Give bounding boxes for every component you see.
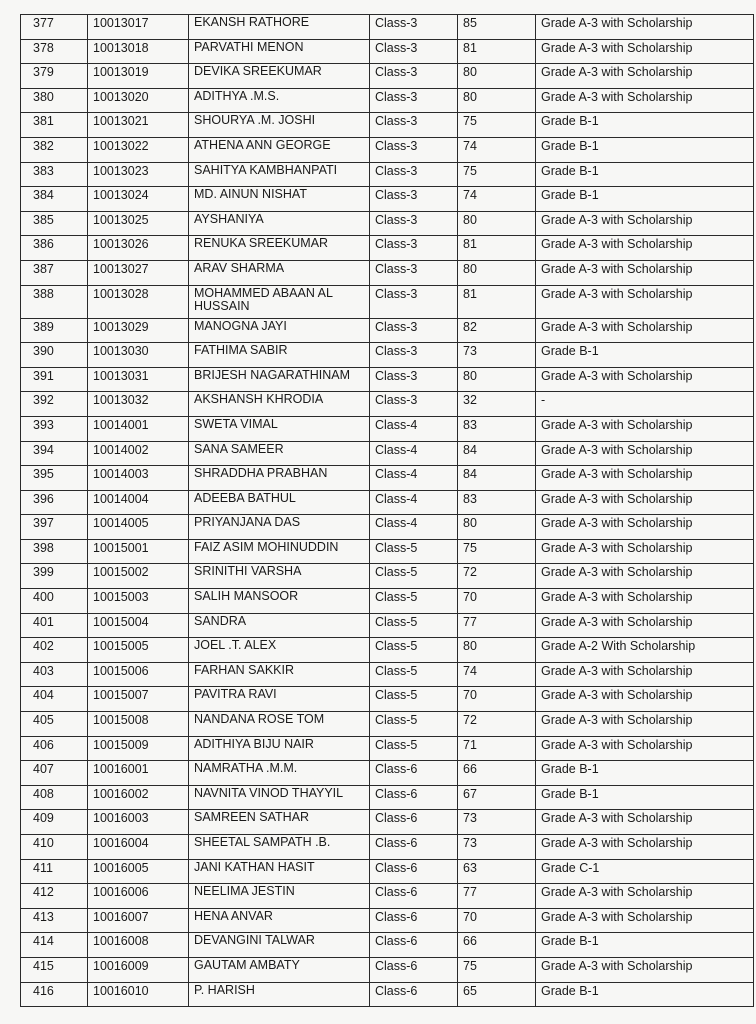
grade-cell: Grade A-3 with Scholarship (536, 884, 754, 909)
grade-cell: Grade A-3 with Scholarship (536, 687, 754, 712)
table-row (21, 564, 754, 589)
student-name-cell: SANDRA (189, 613, 370, 638)
grade-cell: Grade A-3 with Scholarship (536, 490, 754, 515)
serial-number-cell: 379 (21, 64, 88, 89)
serial-number-cell: 416 (21, 982, 88, 1007)
class-cell: Class-6 (370, 810, 458, 835)
grade-cell: Grade A-3 with Scholarship (536, 64, 754, 89)
class-cell: Class-4 (370, 416, 458, 441)
table-row (21, 113, 754, 138)
grade-cell: Grade B-1 (536, 982, 754, 1007)
student-name-cell: NAVNITA VINOD THAYYIL (189, 785, 370, 810)
serial-number-cell: 411 (21, 859, 88, 884)
serial-number-cell: 377 (21, 15, 88, 40)
marks-cell: 72 (458, 564, 536, 589)
student-name-cell: ADITHIYA BIJU NAIR (189, 736, 370, 761)
roll-number-cell: 10013032 (88, 392, 189, 417)
grade-cell: Grade A-2 With Scholarship (536, 638, 754, 663)
class-cell: Class-4 (370, 490, 458, 515)
student-name-cell: SAHITYA KAMBHANPATI (189, 162, 370, 187)
serial-number-cell: 398 (21, 539, 88, 564)
class-cell: Class-6 (370, 884, 458, 909)
class-cell: Class-6 (370, 859, 458, 884)
grade-cell: Grade A-3 with Scholarship (536, 835, 754, 860)
grade-cell: Grade A-3 with Scholarship (536, 15, 754, 40)
student-name-cell: MOHAMMED ABAAN AL HUSSAIN (189, 285, 370, 318)
roll-number-cell: 10016003 (88, 810, 189, 835)
class-cell: Class-5 (370, 687, 458, 712)
student-name-cell: ATHENA ANN GEORGE (189, 137, 370, 162)
roll-number-cell: 10015007 (88, 687, 189, 712)
roll-number-cell: 10015003 (88, 589, 189, 614)
class-cell: Class-3 (370, 367, 458, 392)
marks-cell: 75 (458, 162, 536, 187)
class-cell: Class-3 (370, 285, 458, 318)
student-name-cell: FARHAN SAKKIR (189, 662, 370, 687)
student-name-cell: JOEL .T. ALEX (189, 638, 370, 663)
class-cell: Class-5 (370, 712, 458, 737)
class-cell: Class-5 (370, 613, 458, 638)
table-row (21, 211, 754, 236)
serial-number-cell: 414 (21, 933, 88, 958)
roll-number-cell: 10013020 (88, 88, 189, 113)
class-cell: Class-5 (370, 564, 458, 589)
roll-number-cell: 10014002 (88, 441, 189, 466)
class-cell: Class-6 (370, 982, 458, 1007)
table-row (21, 64, 754, 89)
marks-cell: 32 (458, 392, 536, 417)
roll-number-cell: 10013024 (88, 187, 189, 212)
marks-cell: 66 (458, 761, 536, 786)
class-cell: Class-3 (370, 343, 458, 368)
table-row (21, 835, 754, 860)
class-cell: Class-5 (370, 736, 458, 761)
student-name-cell: SWETA VIMAL (189, 416, 370, 441)
marks-cell: 70 (458, 589, 536, 614)
marks-cell: 81 (458, 39, 536, 64)
roll-number-cell: 10016010 (88, 982, 189, 1007)
roll-number-cell: 10016008 (88, 933, 189, 958)
marks-cell: 74 (458, 187, 536, 212)
grade-cell: Grade A-3 with Scholarship (536, 39, 754, 64)
grade-cell: Grade A-3 with Scholarship (536, 367, 754, 392)
marks-cell: 65 (458, 982, 536, 1007)
marks-cell: 82 (458, 318, 536, 343)
marks-cell: 84 (458, 441, 536, 466)
grade-cell: Grade A-3 with Scholarship (536, 285, 754, 318)
roll-number-cell: 10015002 (88, 564, 189, 589)
roll-number-cell: 10013021 (88, 113, 189, 138)
marks-cell: 67 (458, 785, 536, 810)
marks-cell: 72 (458, 712, 536, 737)
roll-number-cell: 10015005 (88, 638, 189, 663)
grade-cell: Grade B-1 (536, 137, 754, 162)
serial-number-cell: 400 (21, 589, 88, 614)
student-name-cell: JANI KATHAN HASIT (189, 859, 370, 884)
results-table (20, 14, 754, 1007)
marks-cell: 80 (458, 638, 536, 663)
serial-number-cell: 384 (21, 187, 88, 212)
serial-number-cell: 393 (21, 416, 88, 441)
roll-number-cell: 10016007 (88, 908, 189, 933)
roll-number-cell: 10013026 (88, 236, 189, 261)
table-row (21, 712, 754, 737)
table-row (21, 367, 754, 392)
student-name-cell: EKANSH RATHORE (189, 15, 370, 40)
student-name-cell: ADEEBA BATHUL (189, 490, 370, 515)
class-cell: Class-6 (370, 835, 458, 860)
grade-cell: Grade A-3 with Scholarship (536, 515, 754, 540)
student-name-cell: NAMRATHA .M.M. (189, 761, 370, 786)
grade-cell: Grade A-3 with Scholarship (536, 416, 754, 441)
grade-cell: Grade A-3 with Scholarship (536, 88, 754, 113)
student-name-cell: NANDANA ROSE TOM (189, 712, 370, 737)
serial-number-cell: 404 (21, 687, 88, 712)
class-cell: Class-5 (370, 638, 458, 663)
results-table-body (21, 15, 754, 1007)
marks-cell: 74 (458, 662, 536, 687)
class-cell: Class-3 (370, 236, 458, 261)
class-cell: Class-3 (370, 39, 458, 64)
marks-cell: 81 (458, 285, 536, 318)
grade-cell: Grade A-3 with Scholarship (536, 589, 754, 614)
serial-number-cell: 407 (21, 761, 88, 786)
table-row (21, 957, 754, 982)
table-row (21, 416, 754, 441)
class-cell: Class-5 (370, 539, 458, 564)
serial-number-cell: 395 (21, 466, 88, 491)
grade-cell: Grade A-3 with Scholarship (536, 466, 754, 491)
marks-cell: 74 (458, 137, 536, 162)
roll-number-cell: 10016005 (88, 859, 189, 884)
student-name-cell: SHEETAL SAMPATH .B. (189, 835, 370, 860)
grade-cell: Grade A-3 with Scholarship (536, 662, 754, 687)
marks-cell: 75 (458, 113, 536, 138)
class-cell: Class-3 (370, 15, 458, 40)
marks-cell: 80 (458, 88, 536, 113)
marks-cell: 84 (458, 466, 536, 491)
table-row (21, 260, 754, 285)
grade-cell: Grade A-3 with Scholarship (536, 236, 754, 261)
table-row (21, 236, 754, 261)
grade-cell: Grade A-3 with Scholarship (536, 613, 754, 638)
student-name-cell: DEVANGINI TALWAR (189, 933, 370, 958)
student-name-cell: GAUTAM AMBATY (189, 957, 370, 982)
roll-number-cell: 10013025 (88, 211, 189, 236)
student-name-cell: HENA ANVAR (189, 908, 370, 933)
student-name-cell: BRIJESH NAGARATHINAM (189, 367, 370, 392)
marks-cell: 80 (458, 211, 536, 236)
class-cell: Class-3 (370, 88, 458, 113)
marks-cell: 80 (458, 367, 536, 392)
marks-cell: 66 (458, 933, 536, 958)
serial-number-cell: 389 (21, 318, 88, 343)
serial-number-cell: 387 (21, 260, 88, 285)
table-row (21, 613, 754, 638)
student-name-cell: PAVITRA RAVI (189, 687, 370, 712)
table-row (21, 15, 754, 40)
class-cell: Class-4 (370, 441, 458, 466)
table-row (21, 539, 754, 564)
grade-cell: Grade B-1 (536, 761, 754, 786)
grade-cell: Grade A-3 with Scholarship (536, 712, 754, 737)
grade-cell: Grade A-3 with Scholarship (536, 736, 754, 761)
class-cell: Class-3 (370, 318, 458, 343)
roll-number-cell: 10016006 (88, 884, 189, 909)
table-row (21, 589, 754, 614)
marks-cell: 71 (458, 736, 536, 761)
marks-cell: 75 (458, 957, 536, 982)
serial-number-cell: 380 (21, 88, 88, 113)
class-cell: Class-3 (370, 187, 458, 212)
table-row (21, 88, 754, 113)
grade-cell: Grade A-3 with Scholarship (536, 564, 754, 589)
serial-number-cell: 396 (21, 490, 88, 515)
table-row (21, 187, 754, 212)
table-row (21, 662, 754, 687)
marks-cell: 80 (458, 64, 536, 89)
table-row (21, 785, 754, 810)
class-cell: Class-3 (370, 211, 458, 236)
student-name-cell: SHRADDHA PRABHAN (189, 466, 370, 491)
roll-number-cell: 10013019 (88, 64, 189, 89)
table-row (21, 687, 754, 712)
roll-number-cell: 10013022 (88, 137, 189, 162)
marks-cell: 83 (458, 416, 536, 441)
class-cell: Class-3 (370, 162, 458, 187)
class-cell: Class-5 (370, 589, 458, 614)
serial-number-cell: 403 (21, 662, 88, 687)
table-row (21, 884, 754, 909)
serial-number-cell: 415 (21, 957, 88, 982)
table-row (21, 318, 754, 343)
marks-cell: 77 (458, 613, 536, 638)
marks-cell: 75 (458, 539, 536, 564)
serial-number-cell: 388 (21, 285, 88, 318)
marks-cell: 83 (458, 490, 536, 515)
class-cell: Class-4 (370, 515, 458, 540)
grade-cell: Grade A-3 with Scholarship (536, 908, 754, 933)
grade-cell: - (536, 392, 754, 417)
roll-number-cell: 10013030 (88, 343, 189, 368)
serial-number-cell: 381 (21, 113, 88, 138)
student-name-cell: NEELIMA JESTIN (189, 884, 370, 909)
roll-number-cell: 10014005 (88, 515, 189, 540)
serial-number-cell: 383 (21, 162, 88, 187)
marks-cell: 73 (458, 835, 536, 860)
grade-cell: Grade B-1 (536, 162, 754, 187)
roll-number-cell: 10013018 (88, 39, 189, 64)
serial-number-cell: 397 (21, 515, 88, 540)
table-row (21, 638, 754, 663)
student-name-cell: SAMREEN SATHAR (189, 810, 370, 835)
grade-cell: Grade B-1 (536, 343, 754, 368)
class-cell: Class-3 (370, 260, 458, 285)
serial-number-cell: 399 (21, 564, 88, 589)
marks-cell: 77 (458, 884, 536, 909)
table-row (21, 982, 754, 1007)
grade-cell: Grade A-3 with Scholarship (536, 260, 754, 285)
student-name-cell: PRIYANJANA DAS (189, 515, 370, 540)
serial-number-cell: 385 (21, 211, 88, 236)
serial-number-cell: 412 (21, 884, 88, 909)
table-row (21, 162, 754, 187)
grade-cell: Grade A-3 with Scholarship (536, 810, 754, 835)
serial-number-cell: 390 (21, 343, 88, 368)
marks-cell: 63 (458, 859, 536, 884)
marks-cell: 80 (458, 515, 536, 540)
serial-number-cell: 394 (21, 441, 88, 466)
class-cell: Class-3 (370, 113, 458, 138)
table-row (21, 736, 754, 761)
student-name-cell: P. HARISH (189, 982, 370, 1007)
table-row (21, 392, 754, 417)
serial-number-cell: 405 (21, 712, 88, 737)
grade-cell: Grade A-3 with Scholarship (536, 211, 754, 236)
marks-cell: 70 (458, 908, 536, 933)
class-cell: Class-3 (370, 392, 458, 417)
marks-cell: 73 (458, 343, 536, 368)
serial-number-cell: 391 (21, 367, 88, 392)
roll-number-cell: 10015001 (88, 539, 189, 564)
student-name-cell: PARVATHI MENON (189, 39, 370, 64)
student-name-cell: FATHIMA SABIR (189, 343, 370, 368)
student-name-cell: DEVIKA SREEKUMAR (189, 64, 370, 89)
student-name-cell: SANA SAMEER (189, 441, 370, 466)
table-row (21, 39, 754, 64)
roll-number-cell: 10013017 (88, 15, 189, 40)
roll-number-cell: 10015009 (88, 736, 189, 761)
roll-number-cell: 10015006 (88, 662, 189, 687)
table-row (21, 761, 754, 786)
serial-number-cell: 402 (21, 638, 88, 663)
serial-number-cell: 406 (21, 736, 88, 761)
serial-number-cell: 392 (21, 392, 88, 417)
roll-number-cell: 10013029 (88, 318, 189, 343)
table-row (21, 285, 754, 318)
roll-number-cell: 10015008 (88, 712, 189, 737)
student-name-cell: MANOGNA JAYI (189, 318, 370, 343)
marks-cell: 73 (458, 810, 536, 835)
class-cell: Class-4 (370, 466, 458, 491)
roll-number-cell: 10014001 (88, 416, 189, 441)
student-name-cell: AYSHANIYA (189, 211, 370, 236)
student-name-cell: FAIZ ASIM MOHINUDDIN (189, 539, 370, 564)
class-cell: Class-6 (370, 761, 458, 786)
class-cell: Class-6 (370, 933, 458, 958)
student-name-cell: ARAV SHARMA (189, 260, 370, 285)
roll-number-cell: 10013023 (88, 162, 189, 187)
roll-number-cell: 10015004 (88, 613, 189, 638)
class-cell: Class-3 (370, 64, 458, 89)
table-row (21, 343, 754, 368)
serial-number-cell: 386 (21, 236, 88, 261)
grade-cell: Grade A-3 with Scholarship (536, 441, 754, 466)
student-name-cell: MD. AINUN NISHAT (189, 187, 370, 212)
roll-number-cell: 10016001 (88, 761, 189, 786)
class-cell: Class-6 (370, 908, 458, 933)
student-name-cell: SALIH MANSOOR (189, 589, 370, 614)
grade-cell: Grade A-3 with Scholarship (536, 539, 754, 564)
class-cell: Class-6 (370, 957, 458, 982)
class-cell: Class-6 (370, 785, 458, 810)
serial-number-cell: 408 (21, 785, 88, 810)
serial-number-cell: 382 (21, 137, 88, 162)
grade-cell: Grade C-1 (536, 859, 754, 884)
serial-number-cell: 413 (21, 908, 88, 933)
roll-number-cell: 10013028 (88, 285, 189, 318)
serial-number-cell: 401 (21, 613, 88, 638)
serial-number-cell: 378 (21, 39, 88, 64)
roll-number-cell: 10014003 (88, 466, 189, 491)
marks-cell: 81 (458, 236, 536, 261)
roll-number-cell: 10016009 (88, 957, 189, 982)
roll-number-cell: 10016002 (88, 785, 189, 810)
serial-number-cell: 410 (21, 835, 88, 860)
class-cell: Class-3 (370, 137, 458, 162)
grade-cell: Grade A-3 with Scholarship (536, 318, 754, 343)
roll-number-cell: 10013031 (88, 367, 189, 392)
table-row (21, 933, 754, 958)
serial-number-cell: 409 (21, 810, 88, 835)
student-name-cell: ADITHYA .M.S. (189, 88, 370, 113)
table-row (21, 515, 754, 540)
table-row (21, 466, 754, 491)
marks-cell: 70 (458, 687, 536, 712)
roll-number-cell: 10013027 (88, 260, 189, 285)
marks-cell: 80 (458, 260, 536, 285)
roll-number-cell: 10016004 (88, 835, 189, 860)
roll-number-cell: 10014004 (88, 490, 189, 515)
student-name-cell: SRINITHI VARSHA (189, 564, 370, 589)
table-row (21, 859, 754, 884)
table-row (21, 137, 754, 162)
grade-cell: Grade B-1 (536, 187, 754, 212)
grade-cell: Grade B-1 (536, 113, 754, 138)
student-name-cell: RENUKA SREEKUMAR (189, 236, 370, 261)
grade-cell: Grade B-1 (536, 933, 754, 958)
student-name-cell: SHOURYA .M. JOSHI (189, 113, 370, 138)
student-name-cell: AKSHANSH KHRODIA (189, 392, 370, 417)
class-cell: Class-5 (370, 662, 458, 687)
grade-cell: Grade A-3 with Scholarship (536, 957, 754, 982)
table-row (21, 441, 754, 466)
table-row (21, 490, 754, 515)
table-row (21, 810, 754, 835)
marks-cell: 85 (458, 15, 536, 40)
grade-cell: Grade B-1 (536, 785, 754, 810)
table-row (21, 908, 754, 933)
